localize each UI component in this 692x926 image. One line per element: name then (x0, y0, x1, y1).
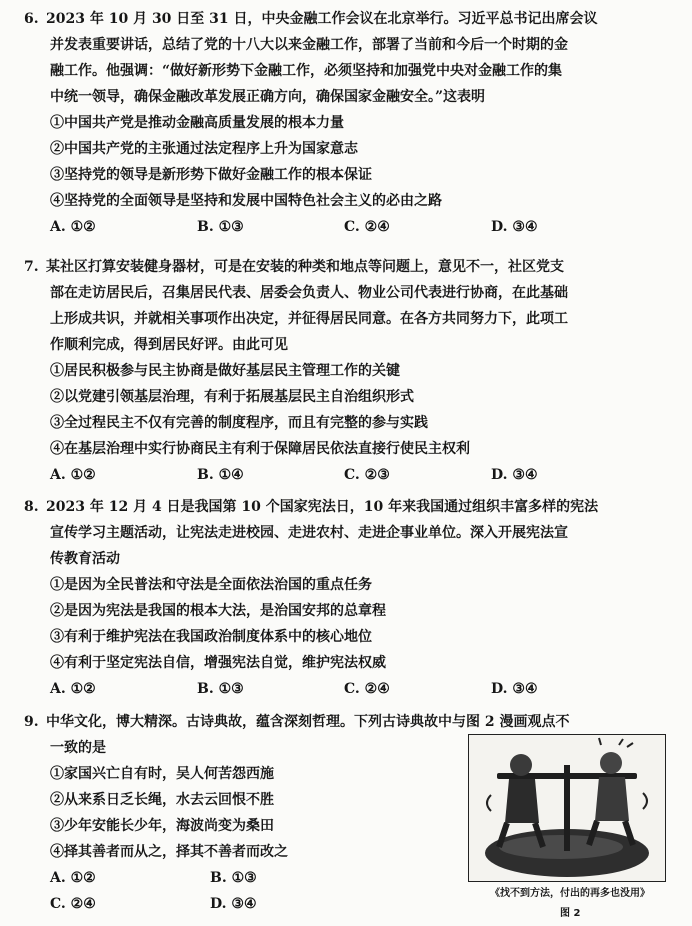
answer-choices (24, 462, 664, 488)
choice-b[interactable]: B. ①③ (197, 219, 244, 235)
choice-d[interactable]: D. ③④ (210, 896, 257, 912)
question-stem-line: 宣传学习主题活动，让宪法走进校园、走进农村、走进企事业单位。深入开展宪法宣 (50, 525, 568, 541)
statement-option: ④在基层治理中实行协商民主有利于保障居民依法直接行使民主权利 (50, 441, 470, 457)
cartoon-illustration-icon (469, 735, 665, 881)
stem-text: 中华文化，博大精深。古诗典故，蕴含深刻哲理。下列古诗典故中与图 2 漫画观点不 (46, 714, 570, 730)
choice-a[interactable]: A. ①② (50, 870, 96, 886)
question-number: 6. (24, 11, 39, 27)
choice-b[interactable]: B. ①③ (197, 681, 244, 697)
statement-option: ①家国兴亡自有时，吴人何苦怨西施 (50, 766, 274, 782)
statement-option: ③少年安能长少年，海波尚变为桑田 (50, 818, 274, 834)
question-stem-line: 上形成共识，并就相关事项作出决定，并征得居民同意。在各方共同努力下，此项工 (50, 311, 568, 327)
question-stem-line: 作顺利完成，得到居民好评。由此可见 (50, 337, 288, 353)
figure-caption: 《找不到方法，付出的再多也没用》 (490, 888, 650, 899)
statement-option: ①中国共产党是推动金融高质量发展的根本力量 (50, 115, 344, 131)
cartoon-figure (468, 734, 666, 882)
statement-option: ④有利于坚定宪法自信，增强宪法自觉，维护宪法权威 (50, 655, 386, 671)
question-stem-line (24, 6, 664, 32)
choice-c[interactable]: C. ②③ (344, 467, 390, 483)
statement-option: ②以党建引领基层治理，有利于拓展基层民主自治组织形式 (50, 389, 414, 405)
statement-option: ④择其善者而从之，择其不善者而改之 (50, 844, 288, 860)
choice-a[interactable]: A. ①② (50, 681, 96, 697)
question-stem-line (24, 254, 664, 280)
question-number: 8. (24, 499, 39, 515)
answer-choices (24, 676, 664, 702)
statement-option: ②从来系日乏长绳，水去云回恨不胜 (50, 792, 274, 808)
statement-option: ②是因为宪法是我国的根本大法，是治国安邦的总章程 (50, 603, 386, 619)
choice-d[interactable]: D. ③④ (491, 467, 538, 483)
choice-d[interactable]: D. ③④ (491, 219, 538, 235)
choice-d[interactable]: D. ③④ (491, 681, 538, 697)
statement-option: ③全过程民主不仅有完善的制度程序，而且有完整的参与实践 (50, 415, 428, 431)
question-stem-line (24, 494, 664, 520)
choice-b[interactable]: B. ①④ (197, 467, 244, 483)
question-stem-line (24, 709, 664, 735)
question-stem-line: 融工作。他强调：“做好新形势下金融工作，必须坚持和加强党中央对金融工作的集 (50, 63, 563, 79)
choice-a[interactable]: A. ①② (50, 219, 96, 235)
question-stem-line: 并发表重要讲话，总结了党的十八大以来金融工作，部署了当前和今后一个时期的金 (50, 37, 568, 53)
question-7 (24, 254, 664, 488)
stem-text: 某社区打算安装健身器材，可是在安装的种类和地点等问题上，意见不一，社区党支 (46, 259, 564, 275)
choice-c[interactable]: C. ②④ (344, 219, 390, 235)
question-number: 7. (24, 259, 39, 275)
choice-c[interactable]: C. ②④ (50, 896, 96, 912)
question-6 (24, 6, 664, 240)
statement-option: ③有利于维护宪法在我国政治制度体系中的核心地位 (50, 629, 372, 645)
choice-a[interactable]: A. ①② (50, 467, 96, 483)
statement-option: ②中国共产党的主张通过法定程序上升为国家意志 (50, 141, 358, 157)
stem-text: 2023 年 10 月 30 日至 31 日，中央金融工作会议在北京举行。习近平总书记出席会议 (46, 11, 598, 27)
answer-choices (24, 214, 664, 240)
choice-c[interactable]: C. ②④ (344, 681, 390, 697)
stem-text: 2023 年 12 月 4 日是我国第 10 个国家宪法日，10 年来我国通过组织丰富多样的宪法 (46, 499, 599, 515)
question-stem-line: 中统一领导，确保金融改革发展正确方向，确保国家金融安全。”这表明 (50, 89, 486, 105)
question-8 (24, 494, 664, 702)
statement-option: ④坚持党的全面领导是坚持和发展中国特色社会主义的必由之路 (50, 193, 442, 209)
statement-option: ①是因为全民普法和守法是全面依法治国的重点任务 (50, 577, 372, 593)
figure-label: 图 2 (560, 908, 581, 919)
question-stem-line: 传教育活动 (50, 551, 120, 567)
question-stem-line: 部在走访居民后，召集居民代表、居委会负责人、物业公司代表进行协商，在此基础 (50, 285, 568, 301)
question-stem-line: 一致的是 (50, 740, 106, 756)
question-number: 9. (24, 714, 39, 730)
choice-b[interactable]: B. ①③ (210, 870, 257, 886)
statement-option: ①居民积极参与民主协商是做好基层民主管理工作的关键 (50, 363, 400, 379)
statement-option: ③坚持党的领导是新形势下做好金融工作的根本保证 (50, 167, 372, 183)
